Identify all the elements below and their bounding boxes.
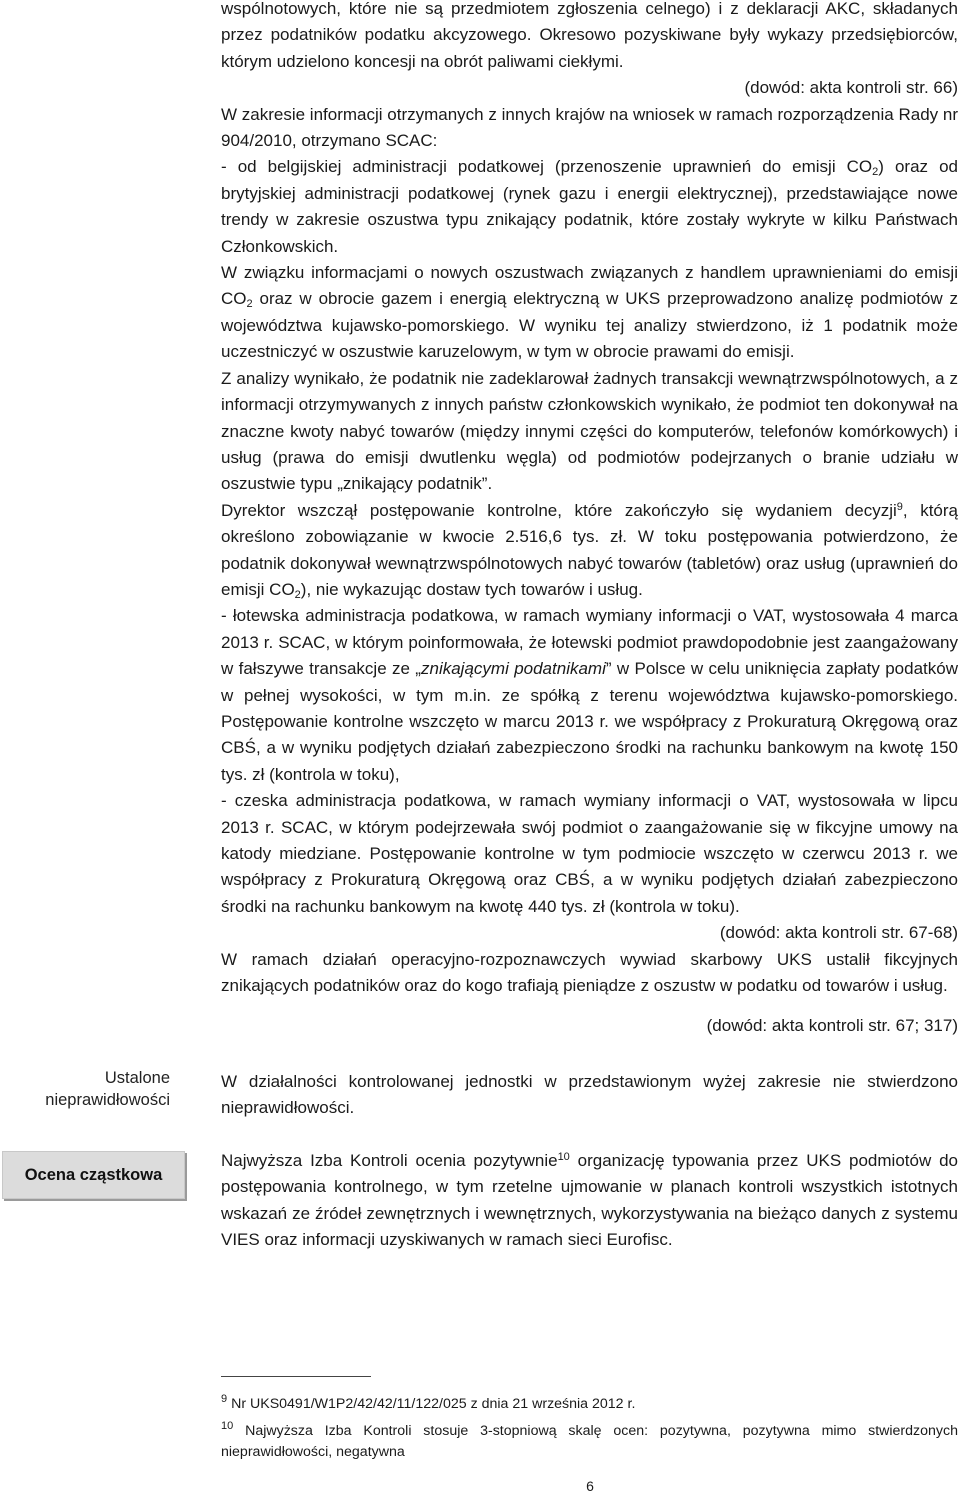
section-label-line: Ustalone [104,1069,170,1087]
paragraph-belgian-british: - od belgijskiej administracji podatkowej (przenoszenie uprawnień do emisji $CO_2$) oraz od brytyjskiej administracji podatkowej (rynek gazu i energii elektrycznej), przedstawiające nowe trendy w zakresie oszustwa typu znikający podatnik, które zostały wykryte w kilku Państwach Członkowskich. [221,157,958,256]
footnote-separator [221,1376,371,1377]
evidence-reference: (dowód: akta kontroli str. 66) [744,78,958,98]
paragraph-co2-analysis: W związku informacjami o nowych oszustwach związanych z handlem uprawnieniami do emisji $CO_2$ oraz w obrocie gazem i energią elektryczną w UKS przeprowadzono analizę podmiotów z województwa kujawsko-pomorskiego. W wyniku tej analizy stwierdzono, iż 1 podatnik może uczestniczyć w oszustwie karuzelowym, w tym w obrocie prawami do emisji. [221,263,958,362]
paragraph-no-irregularities: W działalności kontrolowanej jednostki w przedstawionym wyżej zakresie nie stwierdzono nieprawidłowości. [221,1072,958,1118]
paragraph-latvian: - łotewska administracja podatkowa, w ramach wymiany informacji o VAT, wystosowała 4 marca 2013 r. SCAC, w którym poinformowała, że łotewski podmiot prawdopodobnie jest zaangażowany w fałszywe transakcje ze „znikającymi podatnikami” w Polsce w celu uniknięcia zapłaty podatków w pełnej wysokości, w tym m.in. ze spółką z terenu województwa kujawsko-pomorskiego. Postępowanie kontrolne wszczęto w marcu 2013 r. we współpracy z Prokuraturą Okręgową oraz CBŚ, a w wyniku podjętych działań zabezpieczono środki na rachunku bankowym na kwotę 150 tys. zł (kontrola w toku), [221,606,958,784]
evidence-reference: (dowód: akta kontroli str. 67-68) [719,923,958,943]
paragraph-czech: - czeska administracja podatkowa, w ramach wymiany informacji o VAT, wystosowała w lipcu 2013 r. SCAC, w którym podejrzewała swój podmiot o zaangażowanie się w fikcyjne umowy na katody miedziane. Postępowanie kontrolne w tym podmiocie wszczęto w czerwcu 2013 r. we współpracy z Prokuraturą Okręgową oraz CBŚ, a w wyniku podjętych działań zabezpieczono środki na rachunku bankowym na kwotę 440 tys. zł (kontrola w toku). [221,791,958,916]
page-number: 6 [586,1478,594,1494]
section-label-irregularities [0,1067,170,1111]
footnote-10: $^{10}$ Najwyższa Izba Kontroli stosuje 3-stopniową skalę ocen: pozytywna, pozytywna mimo stwierdzonych nieprawidłowości, negatywna [221,1420,958,1460]
main-text-upper [221,0,958,1040]
paragraph-director-decision: Dyrektor wszczął postępowanie kontrolne, które zakończyło się wydaniem decyzji$^9$, którą określono zobowiązanie w kwocie 2.516,6 tys. zł. W toku postępowania potwierdzono, że podatnik dokonywał wewnątrzwspólnotowych nabyć towarów (tabletów) oraz usług (uprawnień do emisji $CO_2$), nie wykazując dostaw tych towarów i usług. [221,500,958,601]
evidence-reference: (dowód: akta kontroli str. 67; 317) [706,1016,958,1036]
partial-assessment-box [2,1151,185,1199]
section-label-line: nieprawidłowości [45,1091,170,1109]
partial-assessment-label: Ocena cząstkowa [24,1165,163,1184]
paragraph-scac-intro: W zakresie informacji otrzymanych z innych krajów na wniosek w ramach rozporządzenia Rady nr 904/2010, otrzymano SCAC: [221,104,958,151]
paragraph-analysis-result: Z analizy wynikało, że podatnik nie zadeklarował żadnych transakcji wewnątrzwspólnotowych, a z informacji otrzymywanych z innych państw członkowskich wynikało, że podmiot ten dokonywał na znaczne kwoty nabyć towarów (między innymi części do komputerów, telefonów komórkowych) i usług (prawa do emisji dwutlenku węgla) od podmiotów podejrzanych o branie udziału w oszustwie typu „znikający podatnik”. [221,368,958,494]
paragraph-operational: W ramach działań operacyjno-rozpoznawczych wywiad skarbowy UKS ustalił fikcyjnych znikających podatników oraz do kogo trafiają pieniądze z oszustw w podatku od towarów i usług. [221,949,958,996]
paragraph-assessment: Najwyższa Izba Kontroli ocenia pozytywnie$^{10}$ organizację typowania przez UKS podmiotów do postępowania kontrolnego, w tym rzetelne ujmowanie w planach kontroli wszystkich istotnych wskazań ze źródeł zewnętrznych i wewnętrznych, wykorzystywania na bieżąco danych z systemu VIES oraz informacji uzyskiwanych w ramach sieci Eurofisc. [221,1151,958,1250]
paragraph-intro: wspólnotowych, które nie są przedmiotem zgłoszenia celnego) i z deklaracji AKC, składanych przez podatników podatku akcyzowego. Okresowo pozyskiwane były wykazy przedsiębiorców, którym udzielono koncesji na obrót paliwami ciekłymi. [221,0,958,71]
footnote-9: $^9$ Nr UKS0491/W1P2/42/42/11/122/025 z dnia 21 września 2012 r. [221,1393,636,1412]
